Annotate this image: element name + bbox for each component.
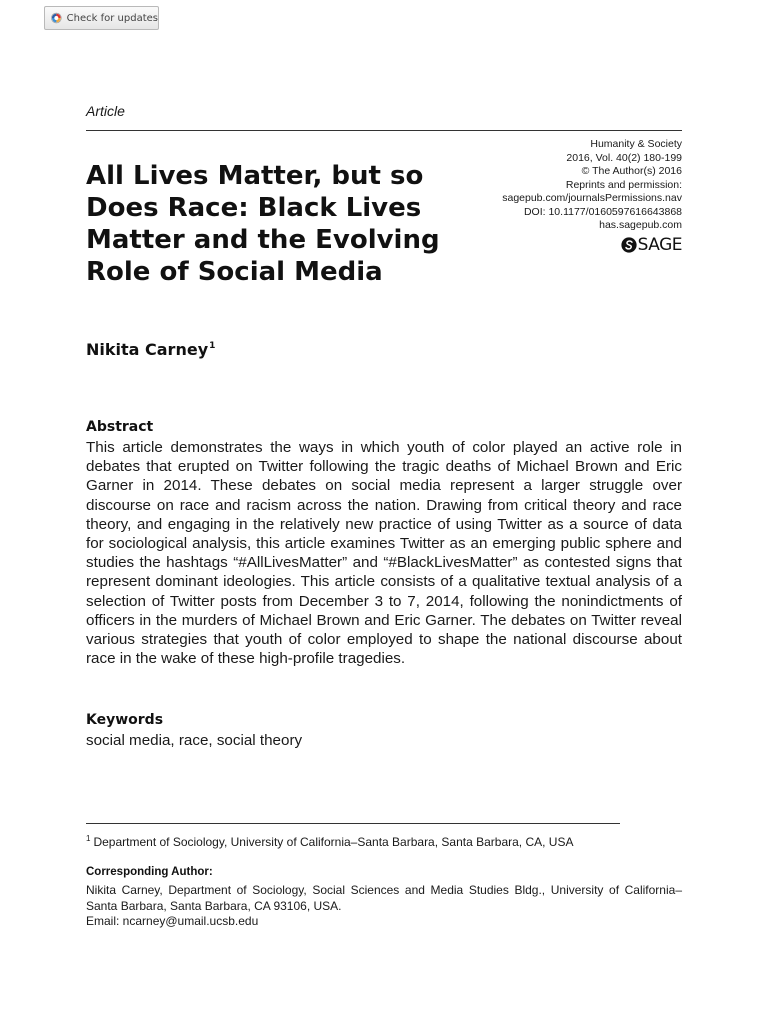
sage-logo-icon — [621, 237, 637, 253]
journal-name: Humanity & Society — [590, 138, 682, 150]
sage-logo — [442, 236, 682, 254]
footnote-mark: 1 — [86, 834, 91, 843]
footnote-divider — [86, 823, 620, 824]
header-divider — [86, 130, 682, 131]
sage-logo-text: SAGE — [637, 234, 682, 255]
journal-volume: 2016, Vol. 40(2) 180-199 — [566, 151, 682, 164]
abstract-heading: Abstract — [86, 419, 154, 435]
crossmark-icon — [51, 11, 62, 25]
permissions-link[interactable]: sagepub.com/journalsPermissions.nav — [502, 192, 682, 204]
affiliation-footnote — [86, 834, 682, 849]
journal-site-link[interactable]: has.sagepub.com — [599, 219, 682, 231]
keywords-heading: Keywords — [86, 712, 164, 728]
abstract-text: This article demonstrates the ways in which youth of color played an active role in debates that erupted on Twitter following the tragic deaths of Michael Brown and Eric Garner in 2014. These debates on social media represent a larger struggle over discourse on race and racism across the nation. Drawing from critical theory and race theory, and engaging in the relatively new practice of using Twitter as a source of data for sociological analysis, this article examines Twitter as an emerging public sphere and studies the hashtags “#AllLivesMatter” and “#BlackLivesMatter” as contested signs that represent dominant ideologies. This article consists of a qualitative textual analysis of a selection of Twitter posts from December 3 to 7, 2014, following the nonindictments of officers in the murders of Michael Brown and Eric Garner. The debates on Twitter reveal various strategies that youth of color employed to shape the national discourse about race in the wake of these high-profile tragedies. — [86, 439, 682, 668]
keywords-text: social media, race, social theory — [86, 732, 303, 749]
corresponding-author-email[interactable]: Email: ncarney@umail.ucsb.edu — [86, 914, 259, 928]
doi-link[interactable]: DOI: 10.1177/0160597616643868 — [523, 205, 682, 218]
article-title: All Lives Matter, but so Does Race: Black Lives Matter and the Evolving Role of Social Media — [86, 161, 440, 287]
copyright-notice: © The Author(s) 2016 — [581, 165, 682, 177]
author-name — [86, 340, 215, 359]
author-affiliation-mark: 1 — [209, 341, 216, 351]
journal-metadata — [442, 138, 682, 254]
corresponding-author-heading: Corresponding Author: — [86, 866, 213, 878]
footnote-text: Department of Sociology, University of California–Santa Barbara, Santa Barbara, CA, USA — [93, 835, 574, 849]
author-name-text: Nikita Carney — [86, 340, 209, 359]
corresponding-author-address: Nikita Carney, Department of Sociology, Social Sciences and Media Studies Bldg., University of California–Santa Barbara, Santa Barbara, CA 93106, USA. — [86, 883, 682, 913]
check-for-updates-label: Check for updates — [66, 12, 158, 24]
article-type-label: Article — [86, 103, 125, 119]
reprints-label: Reprints and permission: — [565, 178, 682, 191]
check-for-updates-button[interactable] — [44, 6, 159, 30]
